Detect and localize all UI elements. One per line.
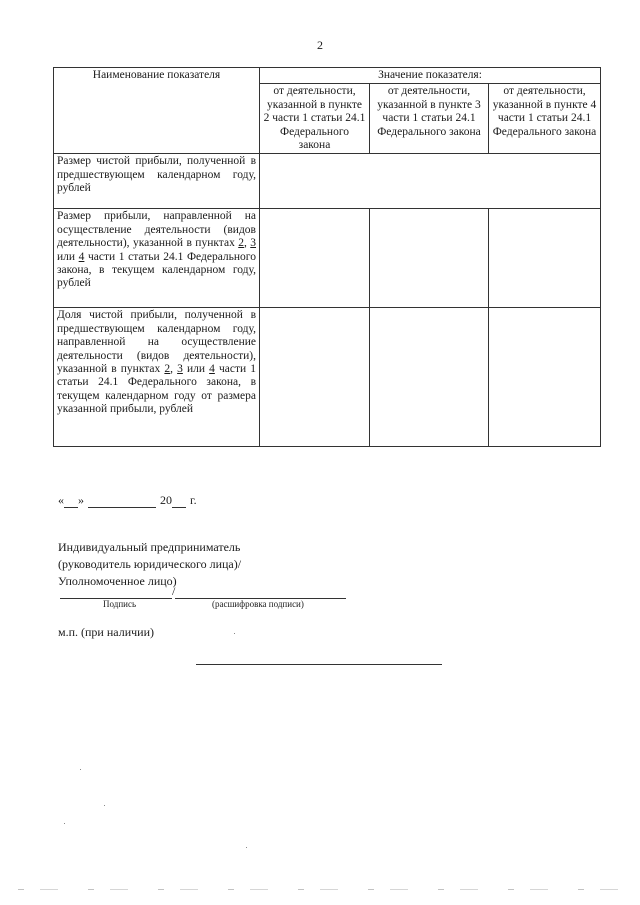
value-cell-point-3[interactable] bbox=[370, 209, 489, 308]
scan-speck bbox=[64, 823, 65, 824]
signature-separator: / bbox=[172, 584, 176, 598]
value-cell-point-2[interactable] bbox=[260, 308, 370, 447]
signer-line: Уполномоченное лицо) bbox=[58, 574, 177, 588]
value-header-point-4: от деятельности, указанной в пункте 4 части 1 статьи 24.1 Федерального закона bbox=[489, 84, 601, 154]
table-header-row bbox=[54, 68, 601, 84]
date-line bbox=[58, 493, 197, 508]
value-header-point-3: от деятельности, указанной в пункте 3 части 1 статьи 24.1 Федерального закона bbox=[370, 84, 489, 154]
point-ref-link: 2 bbox=[238, 237, 244, 250]
scan-speck bbox=[80, 769, 81, 770]
value-header-point-2: от деятельности, указанной в пункте 2 части 1 статьи 24.1 Федерального закона bbox=[260, 84, 370, 154]
point-ref-link: 3 bbox=[250, 237, 257, 250]
row-label-net-profit: Размер чистой прибыли, полученной в предшествующем календарном году, рублей bbox=[54, 154, 260, 209]
indicator-name-header: Наименование показателя bbox=[54, 68, 260, 154]
year-blank[interactable] bbox=[172, 495, 186, 508]
label-text: Доля чистой прибыли, полученной в предшествующем календарном году, направленной на осуществление деятельности (видов деятельности), указанной в пунктах bbox=[57, 309, 256, 376]
day-blank[interactable] bbox=[64, 495, 78, 508]
stamp-label: м.п. (при наличии) bbox=[58, 625, 154, 639]
table-row bbox=[54, 209, 601, 308]
signature-line bbox=[60, 585, 346, 599]
signer-block bbox=[58, 539, 241, 590]
label-text: или bbox=[182, 363, 210, 376]
year-suffix: г. bbox=[190, 493, 197, 507]
indicators-table bbox=[53, 67, 601, 447]
row-label-profit-directed bbox=[54, 209, 260, 308]
table-row bbox=[54, 308, 601, 447]
signature-decoding-caption: (расшифровка подписи) bbox=[212, 599, 304, 609]
closing-rule bbox=[196, 664, 442, 665]
value-cell-point-4[interactable] bbox=[489, 308, 601, 447]
signer-line: (руководитель юридического лица)/ bbox=[58, 557, 242, 571]
label-text: , bbox=[243, 237, 251, 250]
scan-edge-noise bbox=[18, 889, 623, 890]
value-cell-net-profit[interactable] bbox=[260, 154, 601, 209]
row-label-profit-share bbox=[54, 308, 260, 447]
value-cell-point-2[interactable] bbox=[260, 209, 370, 308]
month-blank[interactable] bbox=[88, 495, 156, 508]
scan-speck bbox=[246, 847, 247, 848]
point-ref-link: 4 bbox=[78, 250, 85, 263]
page-number: 2 bbox=[317, 38, 323, 52]
signer-line: Индивидуальный предприниматель bbox=[58, 540, 241, 554]
label-text: , bbox=[170, 363, 178, 376]
point-ref-link: 3 bbox=[177, 363, 183, 376]
scan-speck bbox=[234, 633, 235, 634]
table-row bbox=[54, 154, 601, 209]
scan-speck bbox=[104, 805, 105, 806]
point-ref-link: 4 bbox=[209, 363, 215, 376]
value-cell-point-4[interactable] bbox=[489, 209, 601, 308]
signature-field[interactable] bbox=[60, 587, 172, 599]
point-ref-link: 2 bbox=[164, 363, 171, 376]
label-text: части 1 статьи 24.1 Федерального закона, в текущем календарном году, рублей bbox=[57, 250, 256, 290]
indicator-value-header: Значение показателя: bbox=[260, 68, 601, 84]
label-text: части 1 статьи 24.1 Федерального закона, в текущем календарном году от размера указанной прибыли, рублей bbox=[57, 363, 256, 416]
value-cell-point-3[interactable] bbox=[370, 308, 489, 447]
signature-caption: Подпись bbox=[103, 599, 137, 609]
label-text: или bbox=[57, 250, 79, 263]
date-close-quote: » bbox=[78, 493, 84, 507]
signature-decoding-field[interactable] bbox=[175, 587, 346, 599]
label-text: Размер прибыли, направленной на осуществление деятельности (видов деятельности), указанной в пунктах bbox=[57, 210, 256, 250]
date-open-quote: « bbox=[58, 493, 64, 507]
year-prefix: 20 bbox=[160, 493, 172, 507]
